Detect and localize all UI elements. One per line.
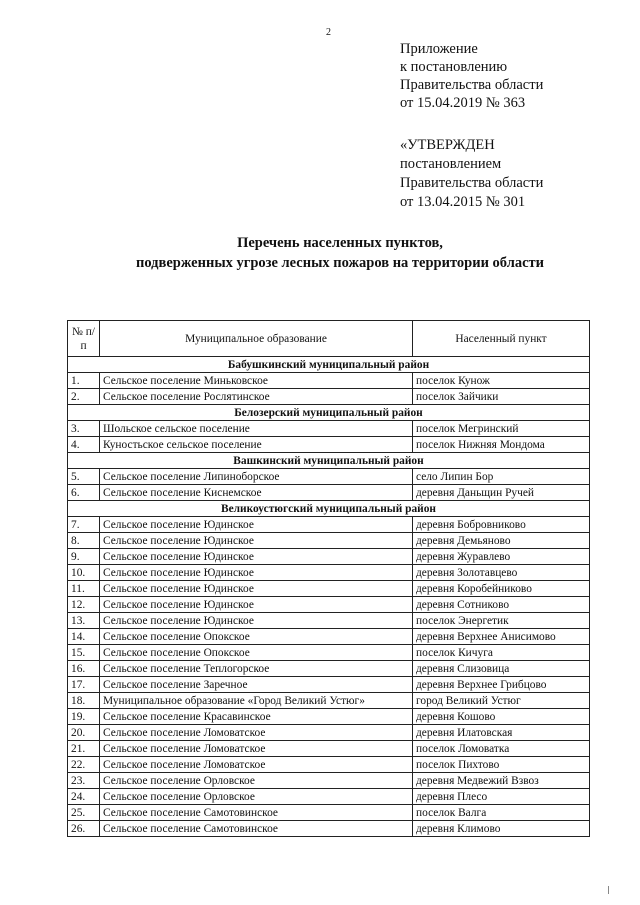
- table-row: [68, 725, 590, 741]
- district-name: Белозерский муниципальный район: [68, 405, 590, 421]
- cell-settlement: поселок Зайчики: [413, 389, 590, 405]
- cell-municipality: Сельское поселение Юдинское: [100, 533, 413, 549]
- cell-num: 11.: [68, 581, 100, 597]
- cell-municipality: Сельское поселение Красавинское: [100, 709, 413, 725]
- cell-settlement: поселок Энергетик: [413, 613, 590, 629]
- cell-settlement: деревня Илатовская: [413, 725, 590, 741]
- cell-settlement: деревня Слизовица: [413, 661, 590, 677]
- table-row: [68, 661, 590, 677]
- cell-municipality: Сельское поселение Миньковское: [100, 373, 413, 389]
- annex-line: от 15.04.2019 № 363: [400, 95, 526, 111]
- cell-settlement: поселок Пихтово: [413, 757, 590, 773]
- table-row: [68, 533, 590, 549]
- district-row: [68, 501, 590, 517]
- cell-municipality: Сельское поселение Заречное: [100, 677, 413, 693]
- approved-line: от 13.04.2015 № 301: [400, 194, 526, 210]
- table-row: [68, 373, 590, 389]
- cell-num: 23.: [68, 773, 100, 789]
- cell-settlement: деревня Плесо: [413, 789, 590, 805]
- cell-num: 19.: [68, 709, 100, 725]
- cell-num: 14.: [68, 629, 100, 645]
- title-line-1: Перечень населенных пунктов,: [237, 235, 443, 251]
- cell-settlement: деревня Климово: [413, 821, 590, 837]
- cell-municipality: Сельское поселение Липиноборское: [100, 469, 413, 485]
- cell-municipality: Сельское поселение Юдинское: [100, 581, 413, 597]
- cell-municipality: Сельское поселение Самотовинское: [100, 821, 413, 837]
- cell-municipality: Сельское поселение Юдинское: [100, 549, 413, 565]
- header-settlement: Населенный пункт: [413, 321, 590, 357]
- cell-municipality: Муниципальное образование «Город Великий Устюг»: [100, 693, 413, 709]
- table-row: [68, 693, 590, 709]
- table-row: [68, 757, 590, 773]
- page-number: 2: [326, 27, 331, 38]
- table-row: [68, 469, 590, 485]
- cell-settlement: деревня Верхнее Анисимово: [413, 629, 590, 645]
- cell-settlement: поселок Нижняя Мондома: [413, 437, 590, 453]
- scan-mark: [608, 886, 609, 894]
- cell-num: 8.: [68, 533, 100, 549]
- table-row: [68, 629, 590, 645]
- cell-num: 15.: [68, 645, 100, 661]
- cell-num: 26.: [68, 821, 100, 837]
- title-line-2: подверженных угрозе лесных пожаров на территории области: [136, 255, 544, 271]
- annex-line: Приложение: [400, 41, 478, 57]
- cell-municipality: Сельское поселение Орловское: [100, 773, 413, 789]
- table-row: [68, 565, 590, 581]
- cell-num: 21.: [68, 741, 100, 757]
- cell-settlement: деревня Медвежий Взвоз: [413, 773, 590, 789]
- table-row: [68, 789, 590, 805]
- cell-num: 13.: [68, 613, 100, 629]
- table-row: [68, 645, 590, 661]
- cell-num: 3.: [68, 421, 100, 437]
- cell-num: 5.: [68, 469, 100, 485]
- cell-municipality: Сельское поселение Юдинское: [100, 517, 413, 533]
- district-row: [68, 405, 590, 421]
- cell-settlement: деревня Демьяново: [413, 533, 590, 549]
- cell-settlement: деревня Сотниково: [413, 597, 590, 613]
- district-name: Великоустюгский муниципальный район: [68, 501, 590, 517]
- district-name: Бабушкинский муниципальный район: [68, 357, 590, 373]
- cell-settlement: село Липин Бор: [413, 469, 590, 485]
- cell-num: 12.: [68, 597, 100, 613]
- table-row: [68, 389, 590, 405]
- district-name: Вашкинский муниципальный район: [68, 453, 590, 469]
- cell-num: 25.: [68, 805, 100, 821]
- document-title: [60, 233, 620, 273]
- cell-settlement: деревня Золотавцево: [413, 565, 590, 581]
- cell-num: 6.: [68, 485, 100, 501]
- cell-num: 16.: [68, 661, 100, 677]
- table-body: [68, 357, 590, 837]
- cell-municipality: Сельское поселение Юдинское: [100, 565, 413, 581]
- table-row: [68, 517, 590, 533]
- header-municipality: Муниципальное образование: [100, 321, 413, 357]
- cell-settlement: поселок Кунож: [413, 373, 590, 389]
- cell-num: 2.: [68, 389, 100, 405]
- cell-municipality: Сельское поселение Юдинское: [100, 597, 413, 613]
- cell-municipality: Сельское поселение Юдинское: [100, 613, 413, 629]
- table-row: [68, 709, 590, 725]
- cell-num: 9.: [68, 549, 100, 565]
- table-row: [68, 613, 590, 629]
- cell-settlement: деревня Верхнее Грибцово: [413, 677, 590, 693]
- table-row: [68, 821, 590, 837]
- cell-municipality: Сельское поселение Ломоватское: [100, 725, 413, 741]
- cell-num: 20.: [68, 725, 100, 741]
- settlements-table: [67, 320, 590, 837]
- cell-municipality: Сельское поселение Киснемское: [100, 485, 413, 501]
- approved-block: [400, 136, 543, 212]
- cell-num: 7.: [68, 517, 100, 533]
- cell-municipality: Куностьское сельское поселение: [100, 437, 413, 453]
- table-row: [68, 549, 590, 565]
- cell-num: 22.: [68, 757, 100, 773]
- cell-municipality: Сельское поселение Орловское: [100, 789, 413, 805]
- table-row: [68, 581, 590, 597]
- cell-settlement: деревня Журавлево: [413, 549, 590, 565]
- district-row: [68, 453, 590, 469]
- table-row: [68, 421, 590, 437]
- cell-settlement: поселок Валга: [413, 805, 590, 821]
- cell-municipality: Сельское поселение Рослятинское: [100, 389, 413, 405]
- table-row: [68, 485, 590, 501]
- cell-municipality: Сельское поселение Опокское: [100, 645, 413, 661]
- table-row: [68, 773, 590, 789]
- cell-settlement: деревня Коробейниково: [413, 581, 590, 597]
- table-row: [68, 805, 590, 821]
- cell-num: 18.: [68, 693, 100, 709]
- cell-municipality: Сельское поселение Опокское: [100, 629, 413, 645]
- approved-line: постановлением: [400, 156, 502, 172]
- cell-municipality: Шольское сельское поселение: [100, 421, 413, 437]
- header-num: № п/п: [68, 321, 100, 357]
- cell-settlement: поселок Мегринский: [413, 421, 590, 437]
- cell-settlement: город Великий Устюг: [413, 693, 590, 709]
- cell-num: 17.: [68, 677, 100, 693]
- cell-num: 10.: [68, 565, 100, 581]
- table-row: [68, 741, 590, 757]
- cell-municipality: Сельское поселение Ломоватское: [100, 741, 413, 757]
- cell-settlement: поселок Кичуга: [413, 645, 590, 661]
- cell-settlement: поселок Ломоватка: [413, 741, 590, 757]
- cell-settlement: деревня Бобровниково: [413, 517, 590, 533]
- table-row: [68, 597, 590, 613]
- annex-block: [400, 40, 543, 112]
- annex-line: Правительства области: [400, 77, 544, 93]
- approved-line: Правительства области: [400, 175, 544, 191]
- district-row: [68, 357, 590, 373]
- cell-settlement: деревня Кошово: [413, 709, 590, 725]
- cell-num: 24.: [68, 789, 100, 805]
- cell-settlement: деревня Даньщин Ручей: [413, 485, 590, 501]
- table-row: [68, 437, 590, 453]
- table-header-row: [68, 321, 590, 357]
- cell-num: 4.: [68, 437, 100, 453]
- annex-line: к постановлению: [400, 59, 508, 75]
- cell-municipality: Сельское поселение Теплогорское: [100, 661, 413, 677]
- cell-municipality: Сельское поселение Самотовинское: [100, 805, 413, 821]
- cell-num: 1.: [68, 373, 100, 389]
- table-row: [68, 677, 590, 693]
- cell-municipality: Сельское поселение Ломоватское: [100, 757, 413, 773]
- approved-line: «УТВЕРЖДЕН: [400, 137, 495, 153]
